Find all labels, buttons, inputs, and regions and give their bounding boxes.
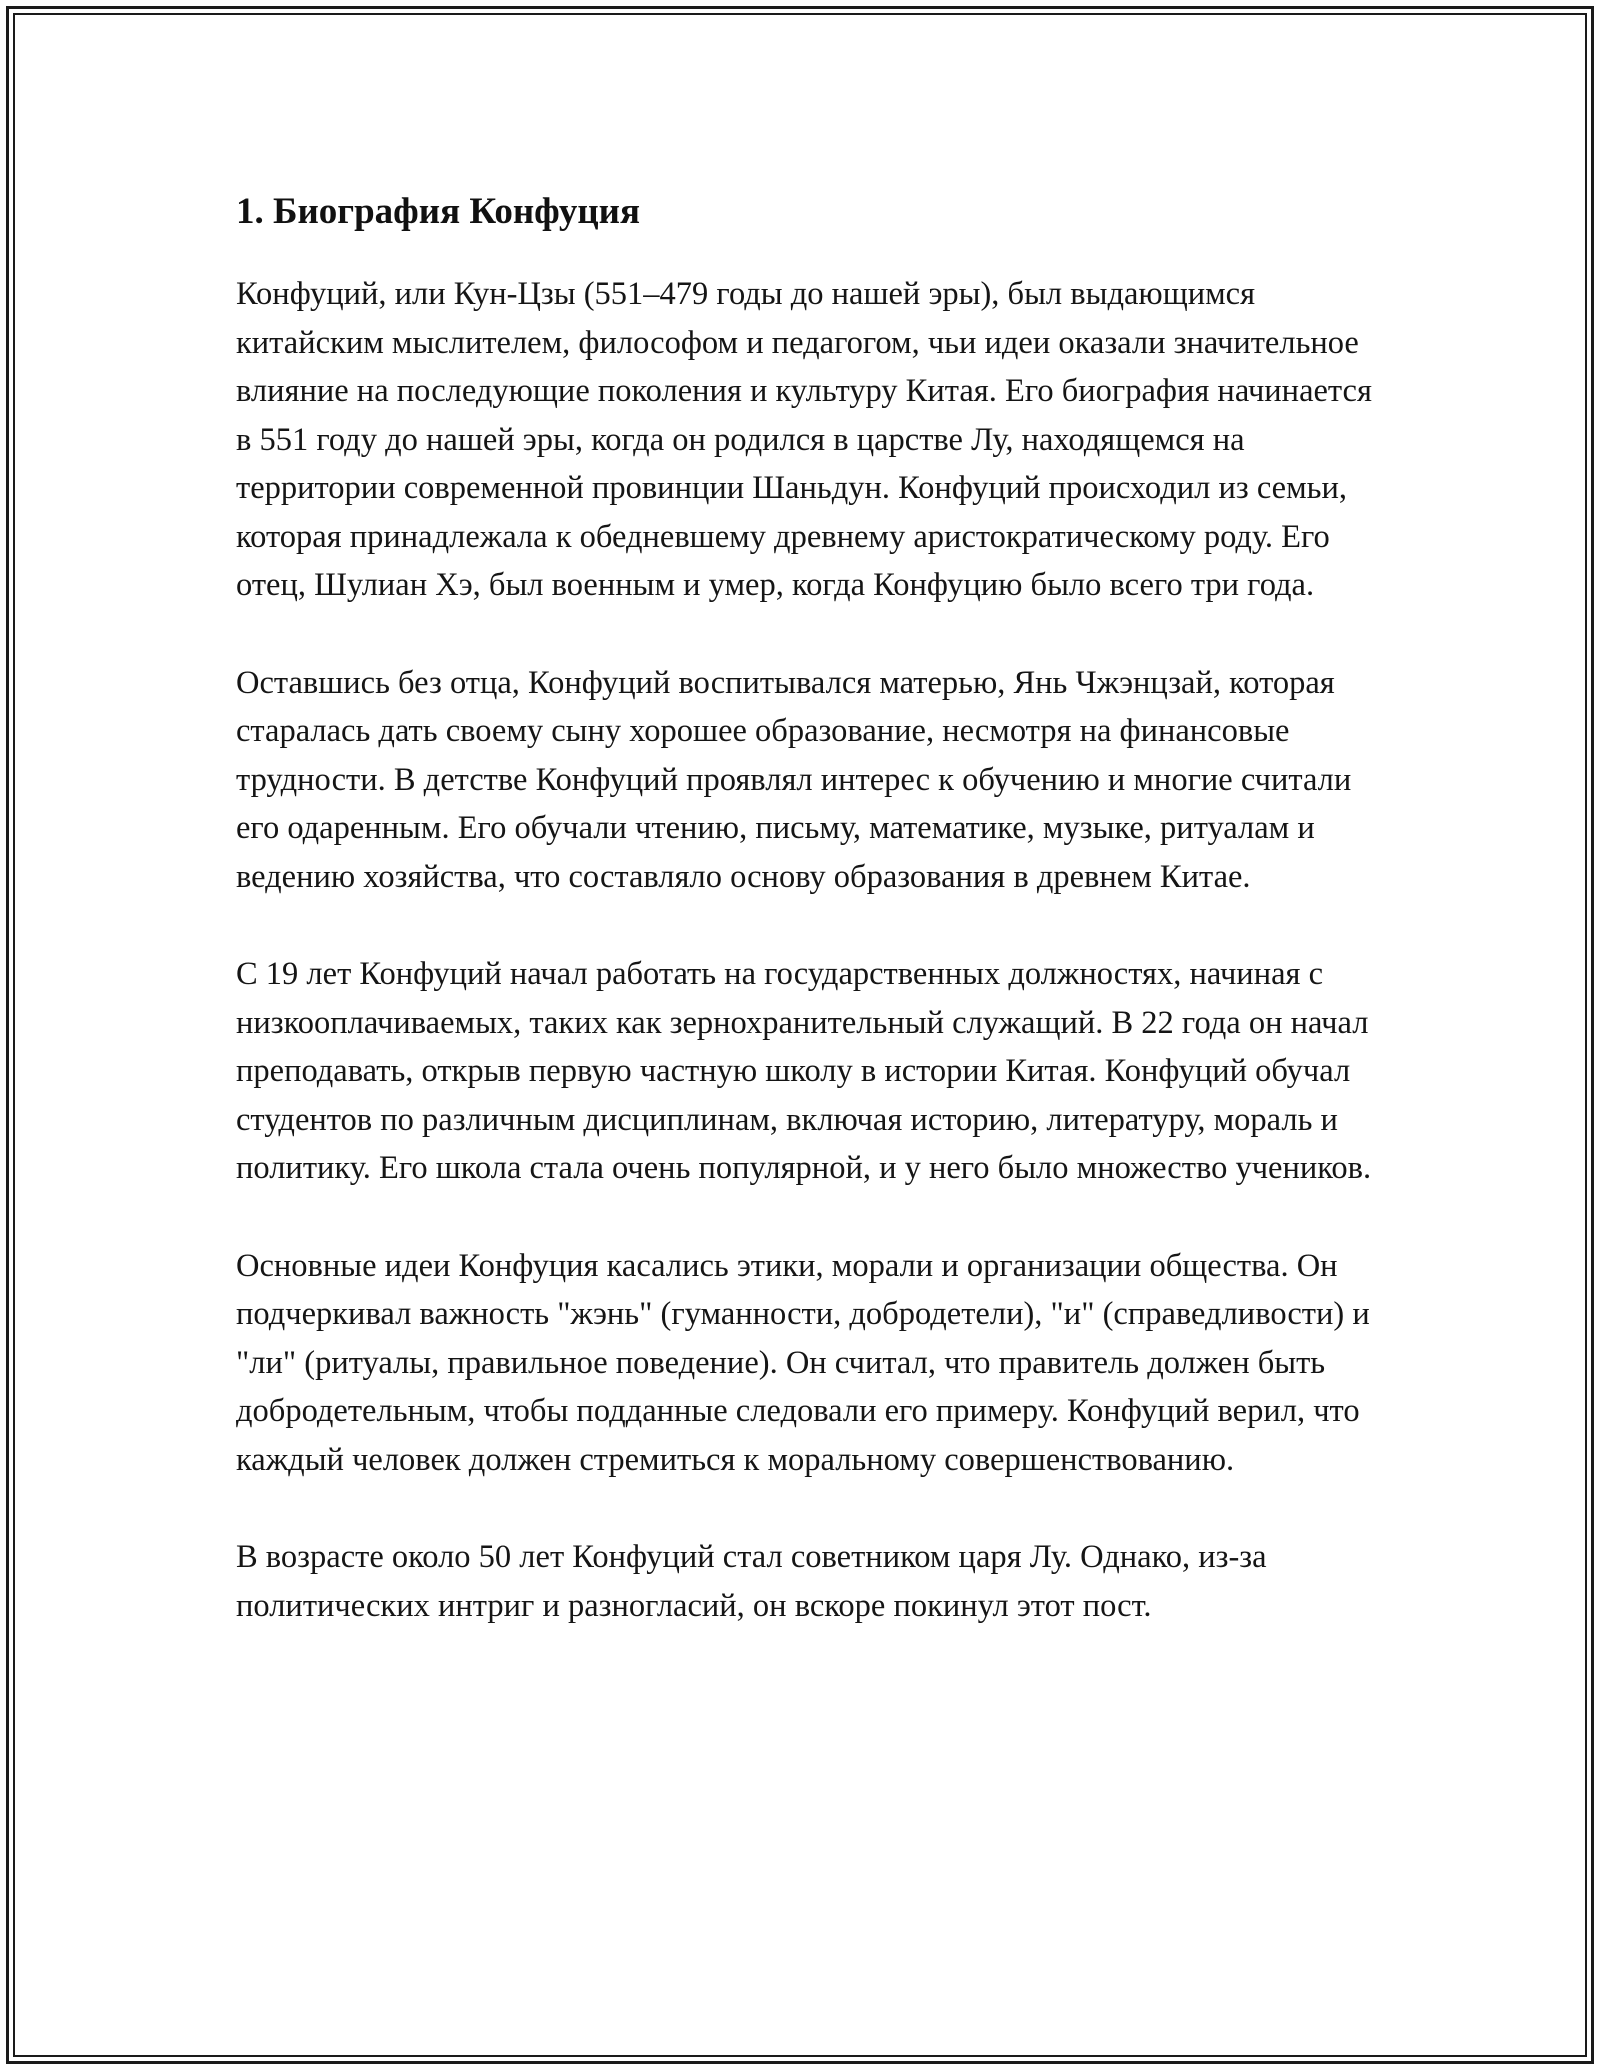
- document-body: [236, 188, 1386, 1630]
- paragraph-5: В возрасте около 50 лет Конфуций стал советником царя Лу. Однако, из-за политических интриг и разногласий, он вскоре покинул этот пост.: [236, 1539, 1267, 1624]
- paragraph-1: Конфуций, или Кун-Цзы (551–479 годы до нашей эры), был выдающимся китайским мыслителем, философом и педагогом, чьи идеи оказали значительное влияние на последующие поколения и культуру Китая. Его биография начинается в 551 году до нашей эры, когда он родился в царстве Лу, находящемся на территории современной провинции Шаньдун. Конфуций происходил из семьи, которая принадлежала к обедневшему древнему аристократическому роду. Его отец, Шулиан Хэ, был военным и умер, когда Конфуцию было всего три года.: [236, 276, 1372, 603]
- paragraph-4: Основные идеи Конфуция касались этики, морали и организации общества. Он подчеркивал важность "жэнь" (гуманности, добродетели), "и" (справедливости) и "ли" (ритуалы, правильное поведение). Он считал, что правитель должен быть добродетельным, чтобы подданные следовали его примеру. Конфуций верил, что каждый человек должен стремиться к моральному совершенствованию.: [236, 1247, 1370, 1478]
- section-heading: 1. Биография Конфуция: [236, 191, 640, 232]
- paragraph-3: С 19 лет Конфуций начал работать на государственных должностях, начиная с низкооплачиваемых, таких как зернохранительный служащий. В 22 года он начал преподавать, открыв первую частную школу в истории Китая. Конфуций обучал студентов по различным дисциплинам, включая историю, литературу, мораль и политику. Его школа стала очень популярной, и у него было множество учеников.: [236, 956, 1372, 1186]
- paragraph-2: Оставшись без отца, Конфуций воспитывался матерью, Янь Чжэнцзай, которая старалась дать своему сыну хорошее образование, несмотря на финансовые трудности. В детстве Конфуций проявлял интерес к обучению и многие считали его одаренным. Его обучали чтению, письму, математике, музыке, ритуалам и ведению хозяйства, что составляло основу образования в древнем Китае.: [236, 664, 1352, 895]
